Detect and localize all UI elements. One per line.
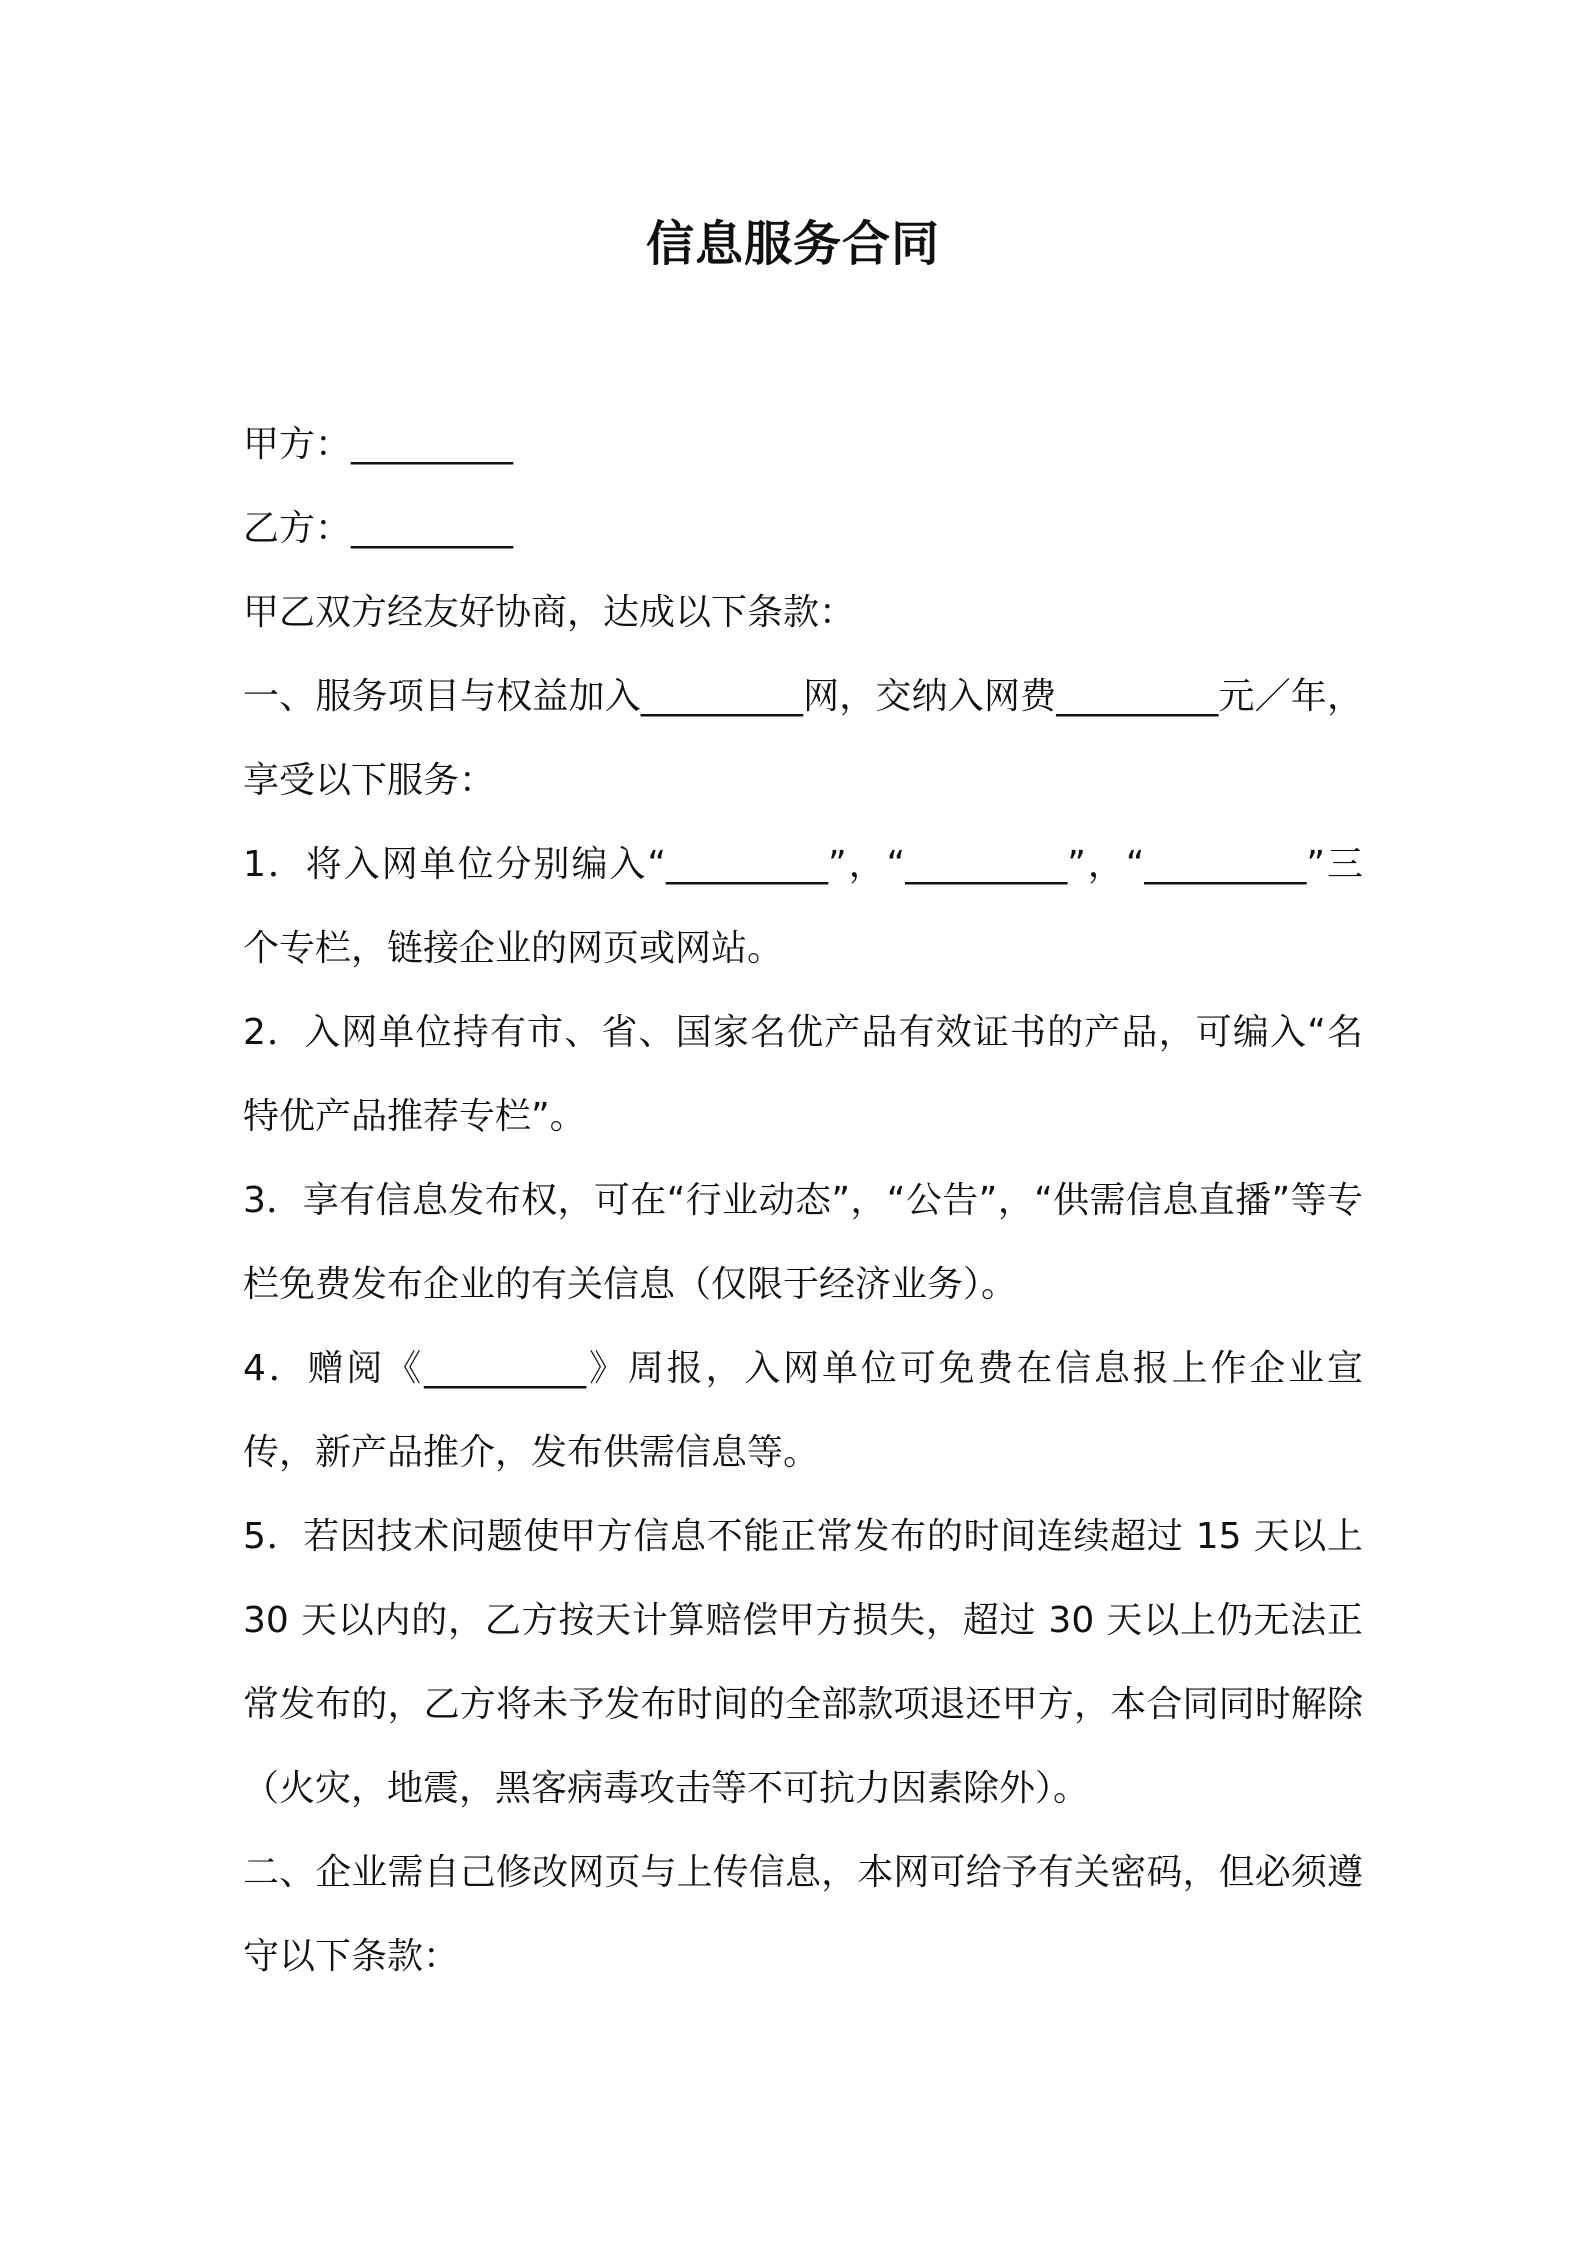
clause-1: 1．将入网单位分别编入“_________”，“_________”，“_________”三个专栏，链接企业的网页或网站。 [243,844,1363,969]
document-title: 信息服务合同 [645,216,940,272]
section-2-heading: 二、企业需自己修改网页与上传信息，本网可给予有关密码，但必须遵守以下条款： [243,1852,1363,1977]
document-body [243,403,1363,1999]
clause-4: 4．赠阅《_________》周报，入网单位可免费在信息报上作企业宣传，新产品推介，发布供需信息等。 [243,1348,1363,1473]
party-a-line: 甲方：_________ [243,424,514,465]
clause-5: 5．若因技术问题使甲方信息不能正常发布的时间连续超过 15 天以上 30 天以内的，乙方按天计算赔偿甲方损失，超过 30 天以上仍无法正常发布的，乙方将未予发布时间的全部款项退还甲方，本合同同时解除（火灾，地震，黑客病毒攻击等不可抗力因素除外）。 [243,1516,1363,1809]
section-1-heading: 一、服务项目与权益加入_________网，交纳入网费_________元／年，享受以下服务： [243,676,1363,801]
preamble: 甲乙双方经友好协商，达成以下条款： [243,592,856,633]
party-b-line: 乙方：_________ [243,508,514,549]
clause-2: 2．入网单位持有市、省、国家名优产品有效证书的产品，可编入“名特优产品推荐专栏”。 [243,1012,1363,1137]
clause-3: 3．享有信息发布权，可在“行业动态”，“公告”，“供需信息直播”等专栏免费发布企业的有关信息（仅限于经济业务）。 [243,1180,1363,1305]
